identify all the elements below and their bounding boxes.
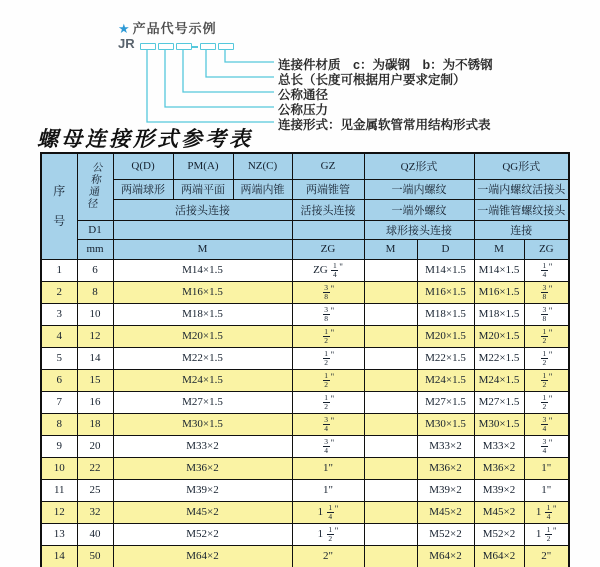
- cell-m-thread: M39×2: [113, 479, 292, 501]
- cell-m-thread: M16×1.5: [113, 281, 292, 303]
- cell-mm: 6: [77, 259, 113, 281]
- cell-m-thread: M18×1.5: [113, 303, 292, 325]
- code-dash: [191, 46, 198, 48]
- diagram-label-material: 连接件材质 c：为碳钢 b：为不锈钢: [278, 58, 493, 72]
- header-conn: 连接: [474, 220, 569, 239]
- cell-qz-m: [364, 545, 417, 567]
- code-box: [158, 43, 174, 50]
- cell-mm: 22: [77, 457, 113, 479]
- cell-qg-zg: 1 $\frac{1}{2}$ ": [524, 523, 569, 545]
- header-group-qg: QG形式: [474, 153, 569, 179]
- cell-qg-zg: 1 $\frac{1}{4}$ ": [524, 501, 569, 523]
- table-row: [41, 369, 569, 391]
- cell-gz-taper: 1 $\frac{1}{4}$ ": [292, 501, 364, 523]
- cell-mm: 20: [77, 435, 113, 457]
- cell-mm: 14: [77, 347, 113, 369]
- diagram-label-diameter: 公称通径: [278, 88, 329, 102]
- cell-qz-m: [364, 369, 417, 391]
- cell-qz-m: [364, 435, 417, 457]
- cell-seq: 4: [41, 325, 77, 347]
- diagram-title: [118, 18, 217, 37]
- cell-mm: 18: [77, 413, 113, 435]
- cell-m-thread: M14×1.5: [113, 259, 292, 281]
- cell-qg-m: M45×2: [474, 501, 524, 523]
- cell-seq: 7: [41, 391, 77, 413]
- cell-seq: 1: [41, 259, 77, 281]
- cell-seq: 3: [41, 303, 77, 325]
- header-end-type-qd: 两端球形: [113, 179, 173, 199]
- cell-m-thread: M30×1.5: [113, 413, 292, 435]
- cell-gz-taper: 2": [292, 545, 364, 567]
- cell-qz-m: [364, 259, 417, 281]
- cell-qg-zg: 1": [524, 479, 569, 501]
- cell-seq: 11: [41, 479, 77, 501]
- cell-qz-d: M27×1.5: [417, 391, 474, 413]
- diagram-title-text: 产品代号示例: [132, 21, 217, 36]
- cell-m-thread: M24×1.5: [113, 369, 292, 391]
- header-blank-m-group: [113, 220, 292, 239]
- header-group-pma: PM(A): [173, 153, 233, 179]
- table-row: [41, 281, 569, 303]
- cell-seq: 12: [41, 501, 77, 523]
- cell-mm: 50: [77, 545, 113, 567]
- table-body: [41, 259, 569, 567]
- header-blank-gz: [292, 220, 364, 239]
- cell-qg-zg: $\frac{1}{2}$ ": [524, 325, 569, 347]
- header-unit-m: M: [113, 239, 292, 259]
- table-row: [41, 303, 569, 325]
- cell-qz-d: M30×1.5: [417, 413, 474, 435]
- cell-qg-m: M52×2: [474, 523, 524, 545]
- header-end-type-pma: 两端平面: [173, 179, 233, 199]
- cell-mm: 8: [77, 281, 113, 303]
- cell-qz-m: [364, 457, 417, 479]
- header-group-qd: Q(D): [113, 153, 173, 179]
- cell-mm: 15: [77, 369, 113, 391]
- cell-qz-d: M64×2: [417, 545, 474, 567]
- cell-m-thread: M22×1.5: [113, 347, 292, 369]
- header-end-type-nzc: 两端内锥: [233, 179, 292, 199]
- cell-qg-m: M20×1.5: [474, 325, 524, 347]
- diagram-label-length: 总长（长度可根据用户要求定制）: [278, 73, 466, 87]
- cell-qg-zg: $\frac{1}{4}$ ": [524, 259, 569, 281]
- cell-qz-m: [364, 479, 417, 501]
- table-row: [41, 523, 569, 545]
- star-icon: ★: [118, 21, 131, 36]
- cell-mm: 40: [77, 523, 113, 545]
- header-group-nzc: NZ(C): [233, 153, 292, 179]
- cell-qg-m: M36×2: [474, 457, 524, 479]
- header-unit-qz-m: M: [364, 239, 417, 259]
- cell-qz-d: M20×1.5: [417, 325, 474, 347]
- table-row: [41, 479, 569, 501]
- cell-qz-d: M45×2: [417, 501, 474, 523]
- cell-qg-m: M16×1.5: [474, 281, 524, 303]
- leader-line: [183, 49, 274, 92]
- cell-gz-taper: 1": [292, 479, 364, 501]
- cell-qg-m: M14×1.5: [474, 259, 524, 281]
- cell-m-thread: M36×2: [113, 457, 292, 479]
- cell-seq: 13: [41, 523, 77, 545]
- cell-gz-taper: $\frac{3}{8}$ ": [292, 303, 364, 325]
- cell-m-thread: M20×1.5: [113, 325, 292, 347]
- diagram-label-pressure: 公称压力: [278, 103, 329, 117]
- header-seq: 序 号: [41, 153, 77, 259]
- header-conn-ball-joint: 球形接头连接: [364, 220, 474, 239]
- header-end-type-qz: 一端内螺纹: [364, 179, 474, 199]
- cell-qz-m: [364, 501, 417, 523]
- cell-seq: 8: [41, 413, 77, 435]
- header-unit-mm: mm: [77, 239, 113, 259]
- cell-qg-m: M22×1.5: [474, 347, 524, 369]
- cell-qz-d: M24×1.5: [417, 369, 474, 391]
- header-d1: D1: [77, 220, 113, 239]
- cell-mm: 10: [77, 303, 113, 325]
- cell-qg-zg: $\frac{3}{4}$ ": [524, 435, 569, 457]
- cell-qg-m: M64×2: [474, 545, 524, 567]
- cell-qz-d: M16×1.5: [417, 281, 474, 303]
- cell-m-thread: M52×2: [113, 523, 292, 545]
- cell-qg-zg: $\frac{3}{8}$ ": [524, 281, 569, 303]
- header-unit-qg-m: M: [474, 239, 524, 259]
- code-box: [218, 43, 234, 50]
- cell-qg-m: M30×1.5: [474, 413, 524, 435]
- cell-qg-zg: 1": [524, 457, 569, 479]
- table-row: [41, 259, 569, 281]
- cell-gz-taper: $\frac{1}{2}$ ": [292, 347, 364, 369]
- cell-mm: 16: [77, 391, 113, 413]
- cell-seq: 2: [41, 281, 77, 303]
- header-unit-qg-zg: ZG: [524, 239, 569, 259]
- code-prefix: JR: [118, 36, 135, 51]
- cell-qz-m: [364, 325, 417, 347]
- table-row: [41, 435, 569, 457]
- header-conn-ext-thread: 一端外螺纹: [364, 199, 474, 220]
- table-row: [41, 457, 569, 479]
- table-row: [41, 413, 569, 435]
- header-group-gz: GZ: [292, 153, 364, 179]
- cell-qz-m: [364, 413, 417, 435]
- cell-qg-m: M33×2: [474, 435, 524, 457]
- cell-seq: 14: [41, 545, 77, 567]
- cell-seq: 9: [41, 435, 77, 457]
- header-nominal-diameter: 公 称 通 径: [77, 153, 113, 220]
- cell-qg-zg: $\frac{3}{4}$ ": [524, 413, 569, 435]
- leader-line: [147, 49, 274, 122]
- cell-seq: 10: [41, 457, 77, 479]
- header-unit-zg: ZG: [292, 239, 364, 259]
- table-row: [41, 391, 569, 413]
- cell-qz-d: M36×2: [417, 457, 474, 479]
- cell-qg-m: M27×1.5: [474, 391, 524, 413]
- cell-gz-taper: $\frac{1}{2}$ ": [292, 369, 364, 391]
- cell-gz-taper: ZG $\frac{1}{4}$ ": [292, 259, 364, 281]
- cell-gz-taper: 1": [292, 457, 364, 479]
- cell-qg-zg: 2": [524, 545, 569, 567]
- header-unit-qz-d: D: [417, 239, 474, 259]
- table-row: [41, 545, 569, 567]
- cell-qz-d: M14×1.5: [417, 259, 474, 281]
- code-box: [200, 43, 216, 50]
- cell-gz-taper: $\frac{3}{4}$ ": [292, 413, 364, 435]
- cell-m-thread: M45×2: [113, 501, 292, 523]
- leader-line: [225, 49, 274, 62]
- nut-connection-table: [40, 152, 570, 567]
- cell-gz-taper: $\frac{1}{2}$ ": [292, 391, 364, 413]
- cell-qg-m: M39×2: [474, 479, 524, 501]
- cell-qg-zg: $\frac{1}{2}$ ": [524, 391, 569, 413]
- cell-qg-zg: $\frac{1}{2}$ ": [524, 369, 569, 391]
- cell-qz-m: [364, 523, 417, 545]
- table-row: [41, 347, 569, 369]
- cell-mm: 12: [77, 325, 113, 347]
- cell-qz-m: [364, 281, 417, 303]
- cell-gz-taper: $\frac{3}{4}$ ": [292, 435, 364, 457]
- header-end-type-qg: 一端内螺纹活接头: [474, 179, 569, 199]
- header-conn-union: 活接头连接: [113, 199, 292, 220]
- cell-seq: 6: [41, 369, 77, 391]
- cell-mm: 25: [77, 479, 113, 501]
- header-end-type-gz: 两端锥管: [292, 179, 364, 199]
- code-box: [140, 43, 156, 50]
- cell-qz-d: M33×2: [417, 435, 474, 457]
- header-group-qz: QZ形式: [364, 153, 474, 179]
- cell-qg-zg: $\frac{3}{8}$ ": [524, 303, 569, 325]
- cell-mm: 32: [77, 501, 113, 523]
- leader-line: [206, 49, 274, 77]
- cell-m-thread: M64×2: [113, 545, 292, 567]
- leader-line: [165, 49, 274, 107]
- cell-gz-taper: $\frac{3}{8}$ ": [292, 281, 364, 303]
- table-title: 螺母连接形式参考表: [37, 127, 253, 151]
- cell-qg-zg: $\frac{1}{2}$ ": [524, 347, 569, 369]
- cell-qz-m: [364, 391, 417, 413]
- cell-qz-d: M22×1.5: [417, 347, 474, 369]
- cell-seq: 5: [41, 347, 77, 369]
- diagram-label-connection: 连接形式：见金属软管常用结构形式表: [278, 118, 491, 132]
- header-conn-union-gz: 活接头连接: [292, 199, 364, 220]
- cell-qz-m: [364, 303, 417, 325]
- header-conn-taper-joint: 一端锥管螺纹接头: [474, 199, 569, 220]
- table-row: [41, 325, 569, 347]
- cell-qz-m: [364, 347, 417, 369]
- cell-gz-taper: $\frac{1}{2}$ ": [292, 325, 364, 347]
- cell-qz-d: M18×1.5: [417, 303, 474, 325]
- cell-m-thread: M27×1.5: [113, 391, 292, 413]
- cell-qg-m: M24×1.5: [474, 369, 524, 391]
- cell-qz-d: M39×2: [417, 479, 474, 501]
- table-row: [41, 501, 569, 523]
- cell-qz-d: M52×2: [417, 523, 474, 545]
- cell-qg-m: M18×1.5: [474, 303, 524, 325]
- cell-m-thread: M33×2: [113, 435, 292, 457]
- code-box: [176, 43, 192, 50]
- cell-gz-taper: 1 $\frac{1}{2}$ ": [292, 523, 364, 545]
